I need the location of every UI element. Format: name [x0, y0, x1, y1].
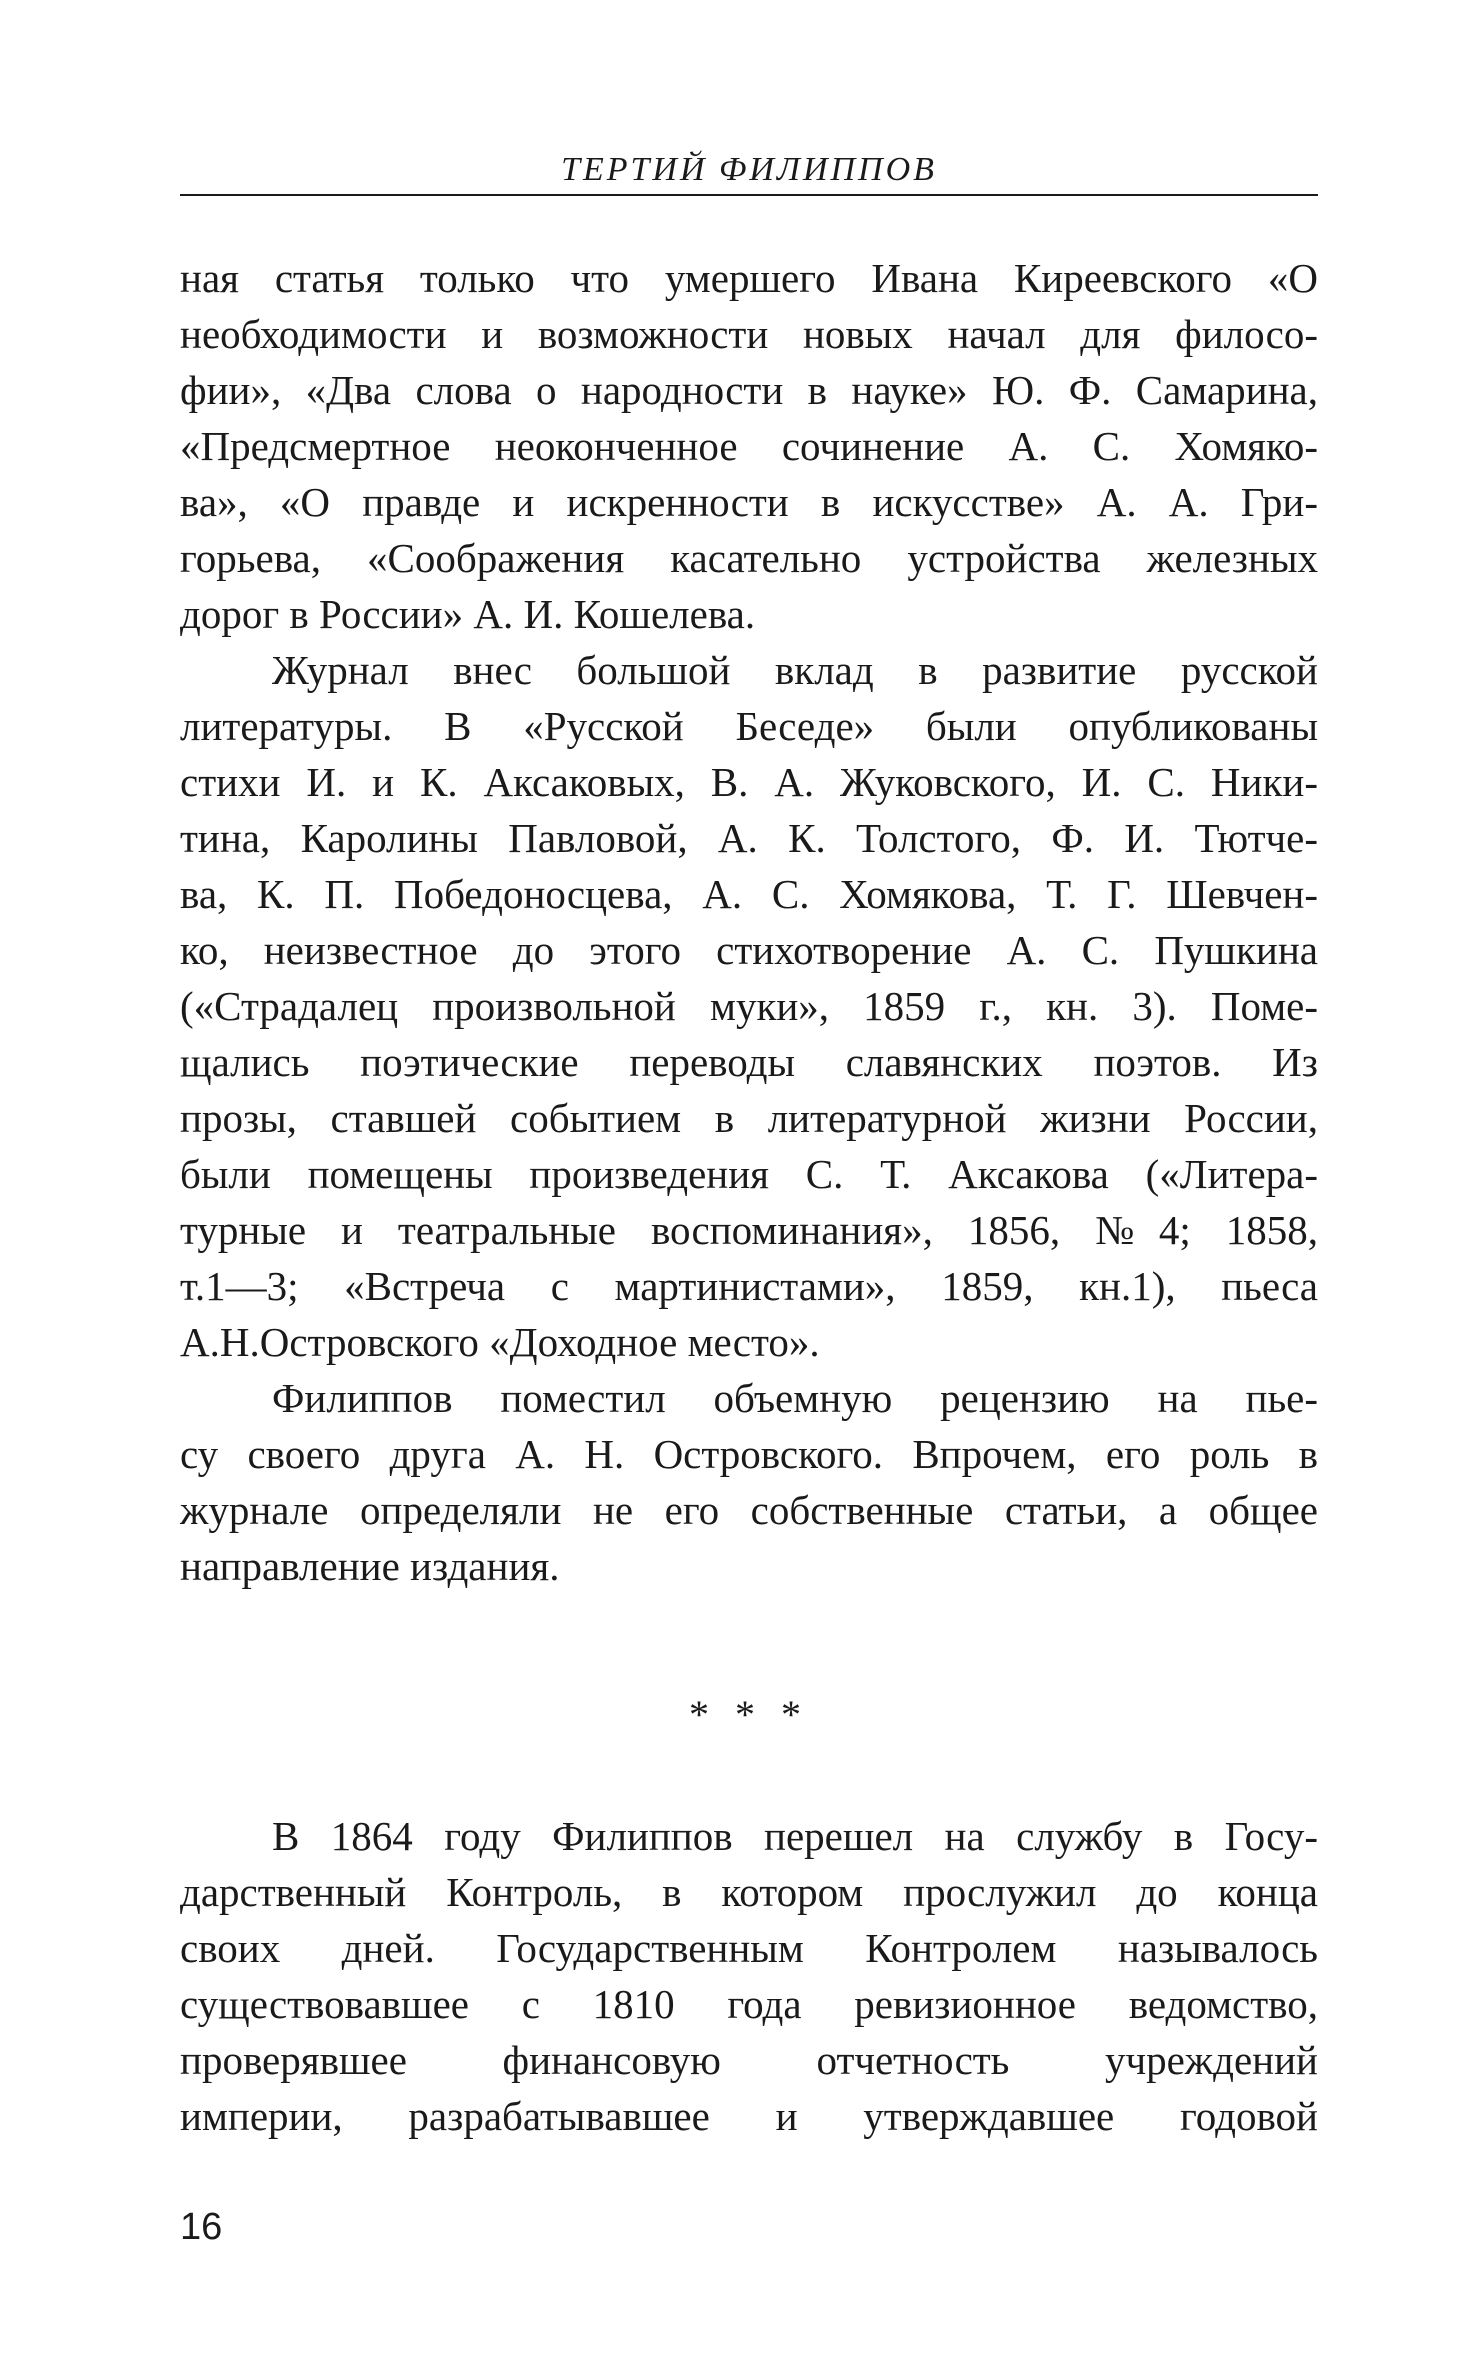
text-line: литературы. В «Русской Беседе» были опубликованы	[180, 703, 1318, 749]
text-line: щались поэтические переводы славянских поэтов. Из	[180, 1039, 1318, 1085]
text-line: су своего друга А. Н. Островского. Впрочем, его роль в	[180, 1431, 1318, 1477]
section-separator: * * *	[689, 1692, 809, 1737]
text-line: Журнал внес большой вклад в развитие русской	[272, 647, 1318, 693]
text-line: горьева, «Соображения касательно устройства железных	[180, 535, 1318, 581]
paragraph-1	[180, 250, 1318, 642]
text-line: своих дней. Государственным Контролем называлось	[180, 1925, 1318, 1971]
header-rule	[180, 194, 1318, 196]
main-text	[180, 250, 1318, 1594]
text-line: турные и театральные воспоминания», 1856, №4; 1858,	[180, 1207, 1318, 1253]
paragraph-3	[180, 1370, 1318, 1594]
text-line: направление издания.	[180, 1543, 560, 1589]
paragraph-2	[180, 642, 1318, 1370]
text-line: журнале определяли не его собственные статьи, а общее	[180, 1487, 1318, 1533]
text-line: стихи И. и К. Аксаковых, В. А. Жуковского, И. С. Ники-	[180, 759, 1318, 805]
text-line: т.1—3; «Встреча с мартинистами», 1859, кн.1), пьеса	[180, 1263, 1318, 1309]
text-line: империи, разрабатывавшее и утверждавшее годовой	[180, 2093, 1318, 2139]
text-line: ко, неизвестное до этого стихотворение А. С. Пушкина	[180, 927, 1318, 973]
text-line: дарственный Контроль, в котором прослужил до конца	[180, 1869, 1318, 1915]
text-line: В 1864 году Филиппов перешел на службу в Госу-	[272, 1813, 1318, 1859]
text-line: ва», «О правде и искренности в искусстве» А. А. Гри-	[180, 479, 1318, 525]
text-line: «Предсмертное неоконченное сочинение А. С. Хомяко-	[180, 423, 1318, 469]
running-head-title: ТЕРТИЙ ФИЛИППОВ	[561, 151, 937, 188]
text-line: были помещены произведения С. Т. Аксакова («Литера-	[180, 1151, 1318, 1197]
text-line: необходимости и возможности новых начал для филосо-	[180, 311, 1318, 357]
text-line: фии», «Два слова о народности в науке» Ю. Ф. Самарина,	[180, 367, 1318, 413]
text-line: ная статья только что умершего Ивана Киреевского «О	[180, 255, 1318, 301]
text-line: тина, Каролины Павловой, А. К. Толстого, Ф. И. Тютче-	[180, 815, 1318, 861]
paragraph-4	[180, 1808, 1318, 2144]
text-line: прозы, ставшей событием в литературной жизни России,	[180, 1095, 1318, 1141]
text-line: дорог в России» А. И. Кошелева.	[180, 591, 756, 637]
page-number: 16	[180, 2206, 223, 2248]
text-line: ва, К. П. Победоносцева, А. С. Хомякова, Т. Г. Шевчен-	[180, 871, 1318, 917]
text-line: А.Н.Островского «Доходное место».	[180, 1319, 820, 1365]
text-line: Филиппов поместил объемную рецензию на пье-	[272, 1375, 1318, 1421]
text-line: («Страдалец произвольной муки», 1859 г., кн. 3). Поме-	[180, 983, 1318, 1029]
text-line: проверявшее финансовую отчетность учреждений	[180, 2037, 1318, 2083]
text-line: существовавшее с 1810 года ревизионное ведомство,	[180, 1981, 1318, 2027]
